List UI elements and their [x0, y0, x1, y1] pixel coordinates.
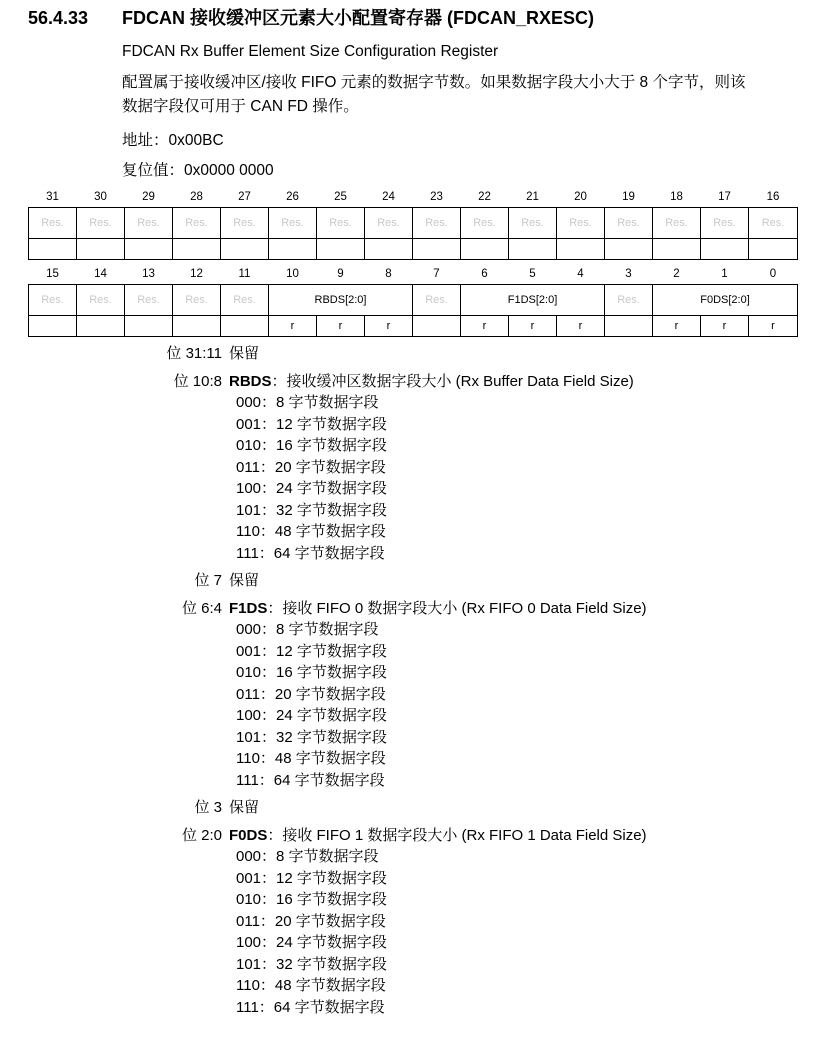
- bit-number: 7: [433, 267, 440, 280]
- reserved-cell: Res.: [557, 208, 605, 239]
- bit-number: 10: [286, 267, 299, 280]
- value-line: 000：8 字节数据字段: [236, 848, 379, 865]
- bit-number: 24: [382, 190, 395, 203]
- field-rbds: RBDS[2:0]: [269, 285, 413, 316]
- reserved-cell: Res.: [461, 208, 509, 239]
- value-line: 000：8 字节数据字段: [236, 621, 379, 638]
- value-line: 001：12 字节数据字段: [236, 642, 387, 660]
- value-line: 111：64 字节数据字段: [236, 998, 385, 1016]
- access-cell: r: [509, 316, 557, 337]
- value-line: 101：32 字节数据字段: [236, 955, 387, 973]
- value-line: 111：64 字节数据字段: [236, 771, 385, 789]
- register-table-upper: [28, 186, 798, 260]
- value-line: 010：16 字节数据字段: [236, 891, 387, 908]
- bit-number: 2: [673, 267, 680, 280]
- value-line: 010：16 字节数据字段: [236, 664, 387, 681]
- value-line: 110：48 字节数据字段: [236, 977, 386, 994]
- bit-number: 4: [577, 267, 584, 280]
- bit-number-row: [29, 186, 798, 208]
- access-cell: r: [557, 316, 605, 337]
- value-line: 110：48 字节数据字段: [236, 523, 386, 540]
- reserved-cell: Res.: [413, 285, 461, 316]
- reserved-cell: Res.: [173, 208, 221, 239]
- bit-label: 位 2:0: [181, 826, 222, 844]
- bit-entry-10-8: [0, 371, 825, 393]
- access-cell: [701, 239, 749, 260]
- register-reset-value: 复位值：0x0000 0000: [122, 162, 274, 179]
- bit-number: 29: [142, 190, 155, 203]
- bit-entry-6-4: [0, 598, 825, 620]
- access-cell: [29, 239, 77, 260]
- value-line: 011：20 字节数据字段: [236, 685, 386, 703]
- reserved-cell: Res.: [29, 285, 77, 316]
- bit-number: 23: [430, 190, 443, 203]
- bit-entry-3: [0, 797, 825, 819]
- section-heading: [28, 4, 594, 30]
- bit-label: 位 6:4: [181, 599, 222, 617]
- access-cell: [461, 239, 509, 260]
- register-address: 地址：0x00BC: [122, 132, 224, 149]
- reserved-cell: Res.: [125, 285, 173, 316]
- reserved-cell: Res.: [653, 208, 701, 239]
- bit-number: 3: [625, 267, 632, 280]
- value-line: 000：8 字节数据字段: [236, 394, 379, 411]
- access-cell: r: [701, 316, 749, 337]
- bit-number: 30: [94, 190, 107, 203]
- reserved-cell: Res.: [605, 285, 653, 316]
- access-cell: [173, 239, 221, 260]
- register-description: [122, 71, 802, 119]
- bit-number: 27: [238, 190, 251, 203]
- access-cell: r: [461, 316, 509, 337]
- reserved-cell: Res.: [221, 208, 269, 239]
- access-cell: r: [749, 316, 798, 337]
- reserved-cell: Res.: [221, 285, 269, 316]
- field-description: ：接收缓冲区数据字段大小 (Rx Buffer Data Field Size): [271, 372, 634, 390]
- access-cell: [605, 239, 653, 260]
- reserved-cell: Res.: [173, 285, 221, 316]
- bit-number: 0: [769, 267, 777, 280]
- description-line: 配置属于接收缓冲区/接收 FIFO 元素的数据字节数。如果数据字段大小大于 8 个字节，则该: [122, 74, 746, 91]
- access-cell: [605, 316, 653, 337]
- bit-text: 保留: [229, 345, 260, 362]
- bit-label: 位 3: [194, 799, 222, 816]
- bit-number: 5: [529, 267, 536, 280]
- value-line: 100：24 字节数据字段: [236, 934, 387, 951]
- value-line: 010：16 字节数据字段: [236, 437, 387, 454]
- bit-number: 6: [481, 267, 488, 280]
- field-name-row: [29, 208, 798, 239]
- access-cell: [77, 239, 125, 260]
- reserved-cell: Res.: [29, 208, 77, 239]
- description-line: 数据字段仅可用于 CAN FD 操作。: [122, 98, 359, 115]
- access-row: [29, 316, 798, 337]
- bit-number: 15: [46, 267, 59, 280]
- reserved-cell: Res.: [605, 208, 653, 239]
- access-cell: [29, 316, 77, 337]
- access-cell: [269, 239, 317, 260]
- bit-entry-2-0: [0, 825, 825, 847]
- field-name: RBDS: [229, 372, 272, 390]
- access-cell: r: [653, 316, 701, 337]
- bit-number: 20: [574, 190, 587, 203]
- access-cell: [413, 239, 461, 260]
- reserved-cell: Res.: [269, 208, 317, 239]
- bit-number: 28: [190, 190, 203, 203]
- access-cell: [413, 316, 461, 337]
- bit-number: 13: [142, 267, 155, 280]
- field-name: F0DS: [229, 826, 268, 844]
- bit-number: 21: [526, 190, 539, 203]
- bit-number: 22: [478, 190, 491, 203]
- access-cell: [173, 316, 221, 337]
- access-cell: [125, 239, 173, 260]
- bit-number: 14: [94, 267, 107, 280]
- reserved-cell: Res.: [77, 285, 125, 316]
- bit-number: 16: [766, 190, 780, 203]
- value-line: 011：20 字节数据字段: [236, 458, 386, 476]
- value-line: 001：12 字节数据字段: [236, 869, 387, 887]
- reserved-cell: Res.: [77, 208, 125, 239]
- access-cell: [653, 239, 701, 260]
- bit-number: 18: [670, 190, 683, 203]
- reserved-cell: Res.: [701, 208, 749, 239]
- access-cell: [749, 239, 798, 260]
- value-line: 101：32 字节数据字段: [236, 501, 387, 519]
- bit-number: 31: [46, 190, 59, 203]
- value-line: 001：12 字节数据字段: [236, 415, 387, 433]
- value-line: 011：20 字节数据字段: [236, 912, 386, 930]
- access-cell: [221, 239, 269, 260]
- bit-entry-7: [0, 570, 825, 592]
- bit-number: 8: [385, 267, 392, 280]
- access-cell: [125, 316, 173, 337]
- reserved-cell: Res.: [509, 208, 557, 239]
- bit-entry-31-11: [0, 343, 825, 365]
- value-line: 101：32 字节数据字段: [236, 728, 387, 746]
- reserved-cell: Res.: [413, 208, 461, 239]
- bit-text: 保留: [229, 572, 260, 589]
- reserved-cell: Res.: [317, 208, 365, 239]
- bit-number: 12: [190, 267, 203, 280]
- field-f0ds: F0DS[2:0]: [653, 285, 798, 316]
- bit-number: 9: [337, 267, 344, 280]
- access-cell: [221, 316, 269, 337]
- register-english-name: FDCAN Rx Buffer Element Size Configuration Register: [122, 43, 499, 60]
- field-f1ds: F1DS[2:0]: [461, 285, 605, 316]
- value-line: 100：24 字节数据字段: [236, 480, 387, 497]
- bit-number: 26: [286, 190, 299, 203]
- access-cell: [557, 239, 605, 260]
- bit-number-row: [29, 263, 798, 285]
- access-cell: [317, 239, 365, 260]
- bit-number: 11: [238, 267, 251, 280]
- field-name: F1DS: [229, 599, 268, 617]
- section-number: 56.4.33: [28, 8, 89, 28]
- value-line: 100：24 字节数据字段: [236, 707, 387, 724]
- access-cell: r: [269, 316, 317, 337]
- access-cell: r: [317, 316, 365, 337]
- reserved-cell: Res.: [125, 208, 173, 239]
- bit-text: 保留: [229, 799, 260, 816]
- access-cell: [509, 239, 557, 260]
- field-description: ：接收 FIFO 1 数据字段大小 (Rx FIFO 1 Data Field Size): [267, 826, 647, 844]
- bit-number: 1: [721, 267, 728, 280]
- reserved-cell: Res.: [749, 208, 798, 239]
- bit-number: 17: [718, 190, 731, 203]
- register-table-lower: [28, 263, 798, 337]
- bit-number: 19: [622, 190, 635, 203]
- bit-label: 位 10:8: [173, 372, 222, 390]
- bit-label: 位 7: [194, 572, 222, 589]
- bit-descriptions: [0, 343, 825, 1018]
- section-title: FDCAN 接收缓冲区元素大小配置寄存器 (FDCAN_RXESC): [122, 8, 594, 28]
- access-cell: r: [365, 316, 413, 337]
- bit-label: 位 31:11: [166, 345, 222, 362]
- access-cell: [365, 239, 413, 260]
- bit-number: 25: [334, 190, 347, 203]
- access-cell: [77, 316, 125, 337]
- access-row: [29, 239, 798, 260]
- reserved-cell: Res.: [365, 208, 413, 239]
- field-description: ：接收 FIFO 0 数据字段大小 (Rx FIFO 0 Data Field Size): [267, 599, 647, 617]
- value-line: 111：64 字节数据字段: [236, 544, 385, 562]
- field-name-row: [29, 285, 798, 316]
- value-line: 110：48 字节数据字段: [236, 750, 386, 767]
